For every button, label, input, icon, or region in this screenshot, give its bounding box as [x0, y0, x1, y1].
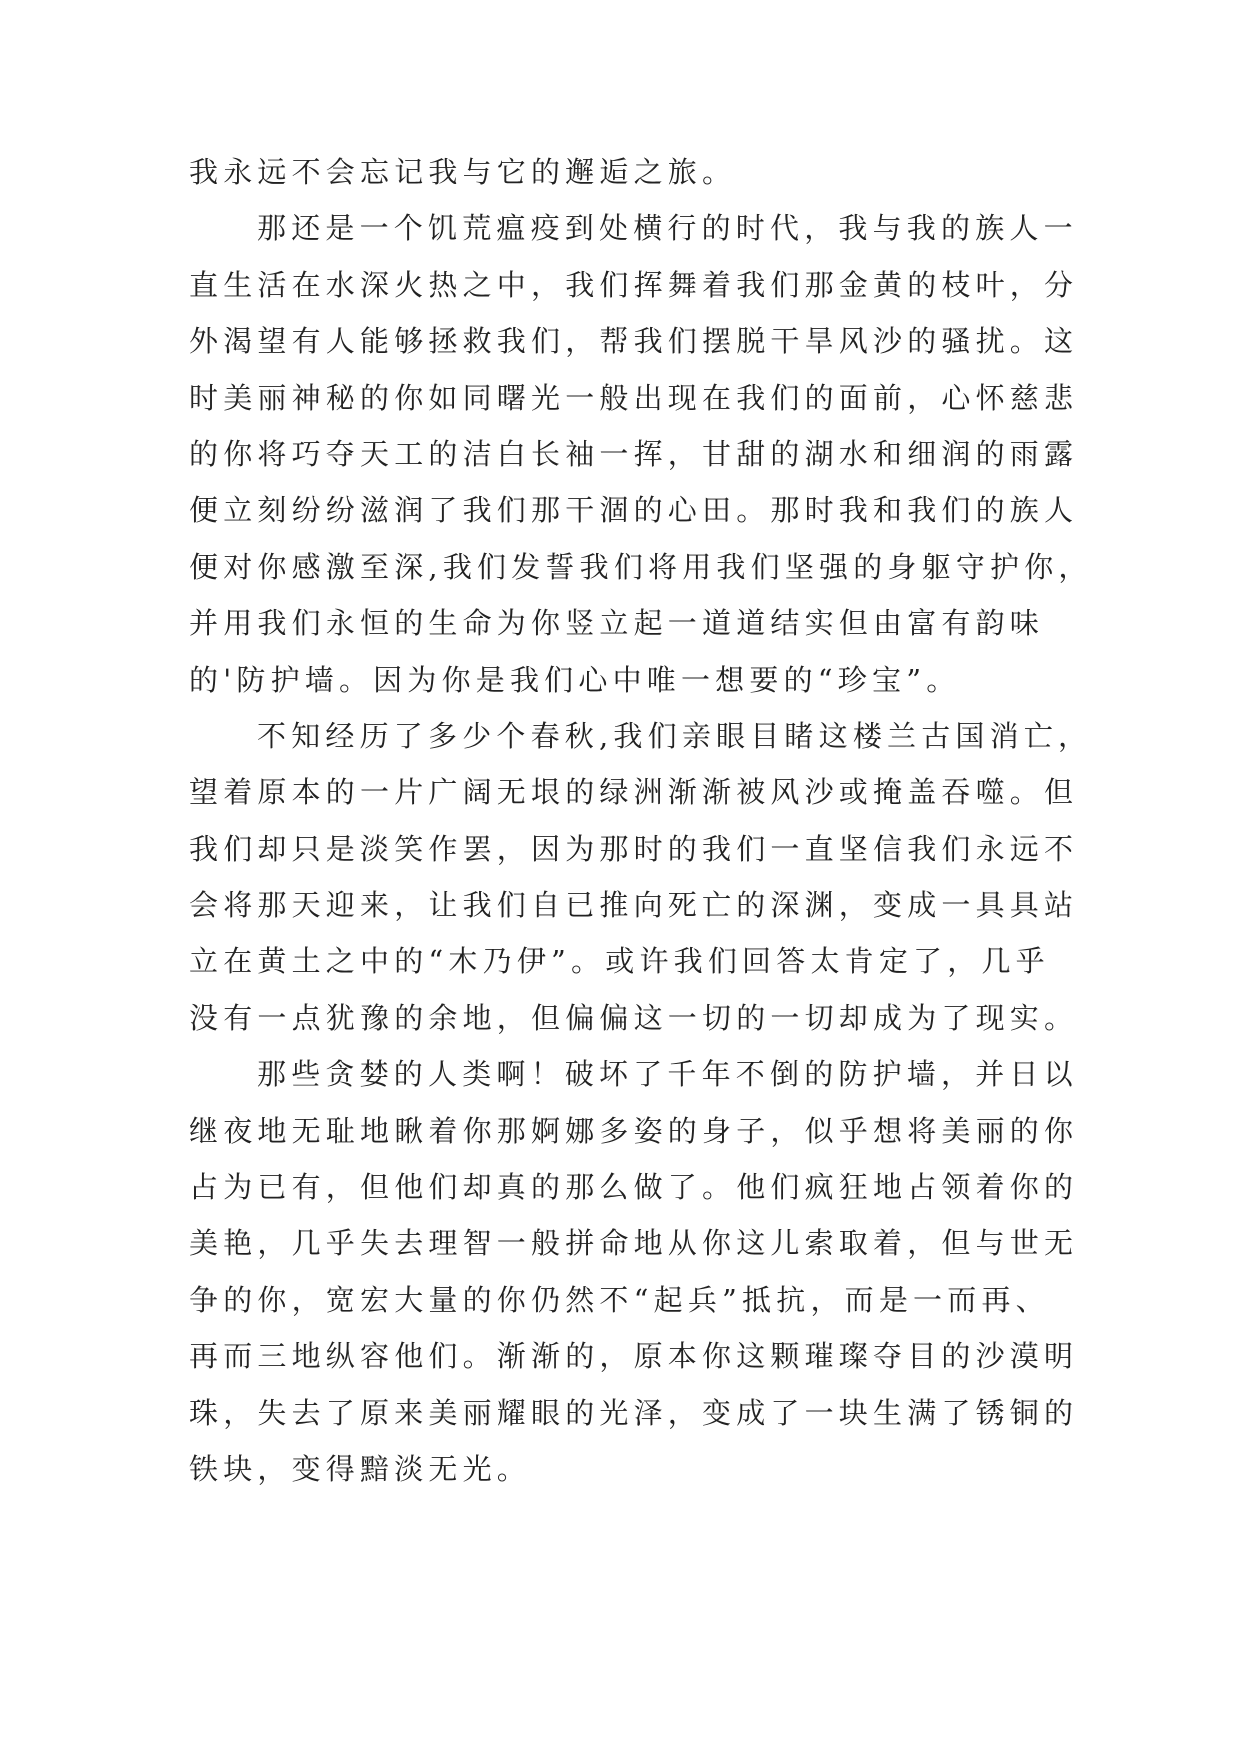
- text-line: 不知经历了多少个春秋,我们亲眼目睹这楼兰古国消亡，: [257, 718, 1093, 753]
- text-line: 那些贪婪的人类啊！破坏了千年不倒的防护墙，并日以: [257, 1057, 1078, 1092]
- text-line: 争的你，宽宏大量的你仍然不“起兵”抵抗，而是一而再、: [189, 1282, 1050, 1317]
- text-line: 的你将巧夺天工的洁白长袖一挥，甘甜的湖水和细润的雨露: [189, 436, 1079, 471]
- text-line: 珠，失去了原来美丽耀眼的光泽，变成了一块生满了锈铜的: [189, 1395, 1079, 1430]
- text-line: 直生活在水深火热之中，我们挥舞着我们那金黄的枝叶，分: [189, 267, 1079, 302]
- text-line: 时美丽神秘的你如同曙光一般出现在我们的面前，心怀慈悲: [189, 380, 1079, 415]
- text-line: 便对你感激至深,我们发誓我们将用我们坚强的身躯守护你，: [189, 549, 1093, 584]
- text-line: 再而三地纵容他们。渐渐的，原本你这颗璀璨夺目的沙漠明: [189, 1339, 1079, 1374]
- text-line: 会将那天迎来，让我们自已推向死亡的深渊，变成一具具站: [189, 888, 1079, 923]
- text-line: 并用我们永恒的生命为你竖立起一道道结实但由富有韵味: [189, 606, 1045, 641]
- body-text: [189, 144, 1093, 1497]
- text-line: 铁块，变得黯淡无光。: [189, 1451, 532, 1486]
- text-line: 我永远不会忘记我与它的邂逅之旅。: [189, 155, 737, 189]
- text-line: 望着原本的一片广阔无垠的绿洲渐渐被风沙或掩盖吞噬。但: [189, 775, 1079, 810]
- text-line: 继夜地无耻地瞅着你那婀娜多姿的身子，似乎想将美丽的你: [189, 1113, 1079, 1148]
- text-line: 立在黄土之中的“木乃伊”。或许我们回答太肯定了，几乎: [189, 944, 1050, 979]
- text-line: 便立刻纷纷滋润了我们那干涸的心田。那时我和我们的族人: [189, 493, 1079, 528]
- text-line: 的'防护墙。因为你是我们心中唯一想要的“珍宝”。: [189, 662, 961, 697]
- text-line: 那还是一个饥荒瘟疫到处横行的时代，我与我的族人一: [257, 211, 1078, 246]
- text-line: 没有一点犹豫的余地，但偏偏这一切的一切却成为了现实。: [189, 1000, 1079, 1035]
- text-line: 美艳，几乎失去理智一般拼命地从你这儿索取着，但与世无: [189, 1226, 1079, 1261]
- text-line: 占为已有，但他们却真的那么做了。他们疯狂地占领着你的: [189, 1170, 1079, 1205]
- text-line: 我们却只是淡笑作罢，因为那时的我们一直坚信我们永远不: [189, 831, 1079, 866]
- text-line: 外渴望有人能够拯救我们，帮我们摆脱干旱风沙的骚扰。这: [189, 324, 1079, 359]
